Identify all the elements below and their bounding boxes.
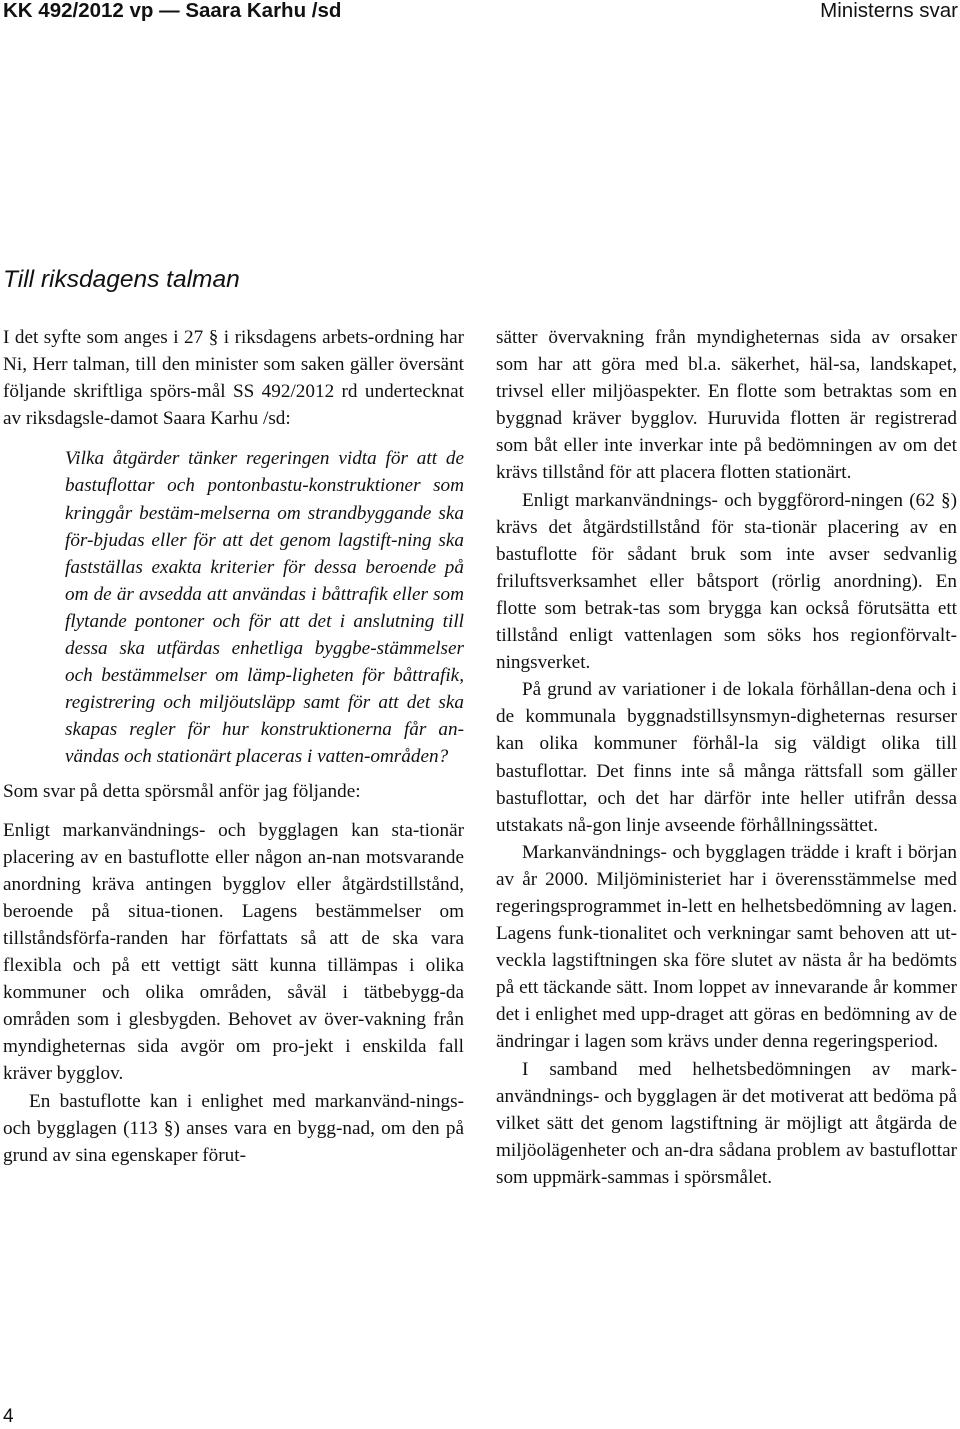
running-header-title: KK 492/2012 vp — Saara Karhu /sd xyxy=(3,0,342,22)
answer-paragraph-6: I samband med helhetsbedömningen av mark-användnings- och bygglagen är det motiverat att bedöma på vilket sätt det genom lagstiftning är möjligt att åtgärda de miljöolägenheter och an-dra sådana problem av bastuflottar som uppmärk-sammas i spörsmålet. xyxy=(496,1058,957,1188)
left-column xyxy=(3,324,464,1169)
answer-paragraph-3: Enligt markanvändnings- och byggförord-ningen (62 §) krävs det åtgärdstillstånd för sta-tionär placering av en bastuflotte för sådant bruk som inte avser sedvanlig friluftsverksamhet eller båtsport (rörlig anordning). En flotte som betrak-tas som brygga kan också förutsätta ett tillstånd enligt vattenlagen som söks hos regionförvalt-ningsverket. xyxy=(496,489,957,674)
answer-intro: Som svar på detta spörsmål anför jag följande: xyxy=(3,780,361,802)
running-header-section: Ministerns svar xyxy=(820,0,958,22)
answer-paragraph-2: En bastuflotte kan i enlighet med markanvänd-nings- och bygglagen (113 §) anses vara en bygg-nad, om den på grund av sina egenskaper förut- xyxy=(3,1090,464,1166)
question-text: Vilka åtgärder tänker regeringen vidta för att de bastuflottar och pontonbastu-konstruktioner som kringgår bestäm-melserna om strandbyggande ska för-bjudas eller för att det genom lagstift-ning ska fastställas exakta kriterier för dessa beroende på om de är avsedda att användas i båttrafik eller som flytande pontoner och för att det i anslutning till dessa ska utfärdas enhetliga byggbe-stämmelser och bestämmelser om lämp-ligheten för båttrafik, registrering och miljöutsläpp samt för att det ska skapas regler för hur konstruktionerna får an-vändas och stationärt placeras i vatten-områden? xyxy=(65,448,464,768)
answer-paragraph-2-continued: sätter övervakning från myndigheternas sida av orsaker som har att göra med bl.a. säkerhet, häl-sa, landskapet, trivsel eller miljöaspekter. En flotte som betraktas som en byggnad kräver bygglov. Huruvida flotten är registrerad som båt eller inte inverkar inte på bedömningen av om det krävs tillstånd för att placera flotten stationärt. xyxy=(496,327,957,484)
right-column xyxy=(496,324,957,1191)
page-number: 4 xyxy=(3,1406,14,1427)
answer-paragraph-1: Enligt markanvändnings- och bygglagen kan sta-tionär placering av en bastuflotte eller någon an-nan motsvarande anordning kräva antingen bygglov eller åtgärdstillstånd, beroende på situa-tionen. Lagens bestämmelser om tillståndsförfa-randen har författats så att de ska vara flexibla och på ett vettigt sätt kunna tillämpas i olika kommuner och olika områden, såväl i tätbebygg-da områden som i glesbygden. Behovet av över-vakning från myndigheternas sida avgör om pro-jekt i enskilda fall kräver bygglov. xyxy=(3,819,464,1085)
answer-paragraph-5: Markanvändnings- och bygglagen trädde i kraft i början av år 2000. Miljöministeriet har i överensstämmelse med regeringsprogrammet in-lett en helhetsbedömning av lagen. Lagens funk-tionalitet och verkningar samt behoven att ut-veckla lagstiftningen ska före slutet av nästa år ha bedömts på ett täckande sätt. Inom loppet av innevarande år kommer det i enlighet med upp-draget att göras en bedömning av de ändringar i lagen som krävs under denna regeringsperiod. xyxy=(496,841,957,1053)
answer-paragraph-4: På grund av variationer i de lokala förhållan-dena och i de kommunala byggnadstillsynsmyn-digheternas resurser kan olika kommuner förhål-la sig väldigt olika till bastuflottar. Det finns inte så många rättsfall som gäller bastuflottar, och det har därför inte heller utifrån dessa utstakats nå-gon linje avseende förhållningssättet. xyxy=(496,679,957,836)
intro-paragraph: I det syfte som anges i 27 § i riksdagens arbets-ordning har Ni, Herr talman, till den minister som saken gäller översänt följande skriftliga spörs-mål SS 492/2012 rd undertecknat av riksdagsle-damot Saara Karhu /sd: xyxy=(3,327,464,430)
page-title: Till riksdagens talman xyxy=(3,266,240,293)
